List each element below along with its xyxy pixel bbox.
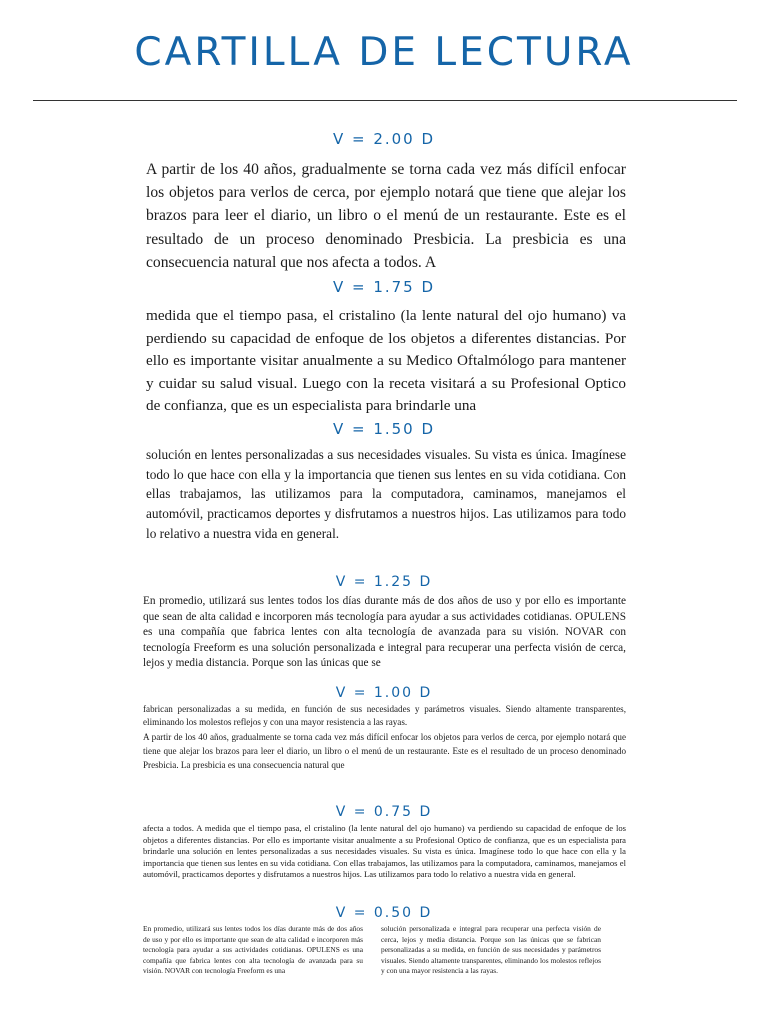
reading-paragraph-1-50: solución en lentes personalizadas a sus necesidades visuales. Su vista es única. Imagínese todo lo que hace con ella y la importancia que tienen sus lentes en su vida cotidiana. Con ellas trabajamos, las utilizamos para la computadora, caminamos, manejamos el automóvil, practicamos deportes y disfrutamos a nuestros hijos. Las utilizamos para todo lo relativo a nuestra vida en general. <box>146 447 626 541</box>
title-divider <box>33 100 737 101</box>
reading-paragraph-1-00: fabrican personalizadas a su medida, en función de sus necesidades y parámetros visuales. Siendo altamente transparentes, eliminando los molestos reflejos y con una mayor resistencia a las rayas. <box>143 704 626 727</box>
acuity-label-0-50: V = 0.50 D <box>335 905 433 921</box>
acuity-label-1-75: V = 1.75 D <box>332 278 436 296</box>
acuity-label-1-50: V = 1.50 D <box>332 420 436 438</box>
acuity-label-1-00: V = 1.00 D <box>335 685 433 701</box>
acuity-label-0-75: V = 0.75 D <box>335 804 433 820</box>
reading-columns-0-50 <box>143 924 601 977</box>
reading-paragraph-0-75: afecta a todos. A medida que el tiempo pasa, el cristalino (la lente natural del ojo humano) va perdiendo su capacidad de enfoque de los objetos a diferentes distancias. Por ello es importante visitar anualmente a su Profesional Optico de confianza, que es un especialista para brindarle una solución en lentes personalizadas a sus necesidades visuales. Su vista es única. Imagínese todo lo que hace con ella y la importancia que tienen sus lentes en su vida cotidiana. Con ellas trabajamos, las utilizamos para la computadora, caminamos, manejamos el automóvil, practicamos deportes y disfrutamos a nuestros hijos. Las utilizamos para todo lo relativo a nuestra vida en general. <box>143 823 626 880</box>
reading-column-right: solución personalizada e integral para recuperar una perfecta visión de cerca, lejos y media distancia. Porque son las únicas que se fabrican personalizadas a su medida, en función de sus necesidades y parámetros visuales. Siendo altamente transparentes, eliminando los molestos reflejos y con una mayor resistencia a las rayas. <box>381 924 601 975</box>
acuity-label-2-00: V = 2.00 D <box>332 130 436 148</box>
reading-paragraph-1-00-continued: A partir de los 40 años, gradualmente se torna cada vez más difícil enfocar los objetos para verlos de cerca, por ejemplo notará que tiene que alejar los brazos para leer el diario, un libro o el menú de un restaurante. Este es el resultado de un proceso denominado Presbicia. La presbicia es una consecuencia natural que <box>143 732 626 770</box>
page-title: CARTILLA DE LECTURA <box>134 30 634 75</box>
reading-paragraph-1-75: medida que el tiempo pasa, el cristalino (la lente natural del ojo humano) va perdiendo su capacidad de enfoque de los objetos a diferentes distancias. Por ello es importante visitar anualmente a su Medico Oftalmólogo para mantener y cuidar su salud visual. Luego con la receta visitará a su Profesional Optico de confianza, que es un especialista para brindarle una <box>146 307 626 414</box>
reading-column-left: En promedio, utilizará sus lentes todos los días durante más de dos años de uso y por ello es importante que sean de alta calidad e incorporen más tecnología para ayudar a sus actividades cotidianas. OPULENS es una compañía que fabrica lentes con alta tecnología de avanzada para su visión. NOVAR con tecnología Freeform es una <box>143 924 363 975</box>
acuity-label-1-25: V = 1.25 D <box>335 574 433 590</box>
reading-paragraph-2-00: A partir de los 40 años, gradualmente se torna cada vez más difícil enfocar los objetos para verlos de cerca, por ejemplo notará que tiene que alejar los brazos para leer el diario, un libro o el menú de un restaurante. Este es el resultado de un proceso denominado Presbicia. La presbicia es una consecuencia natural que nos afecta a todos. A <box>146 161 626 271</box>
reading-paragraph-1-25: En promedio, utilizará sus lentes todos los días durante más de dos años de uso y por ello es importante que sean de alta calidad e incorporen más tecnología para ayudar a sus actividades cotidianas. OPULENS es una compañía que fabrica lentes con alta tecnología de avanzada para su visión. NOVAR con tecnología Freeform es una solución personalizada e integral para recuperar una perfecta visión de cerca, lejos y media distancia. Porque son las únicas que se <box>143 595 626 669</box>
